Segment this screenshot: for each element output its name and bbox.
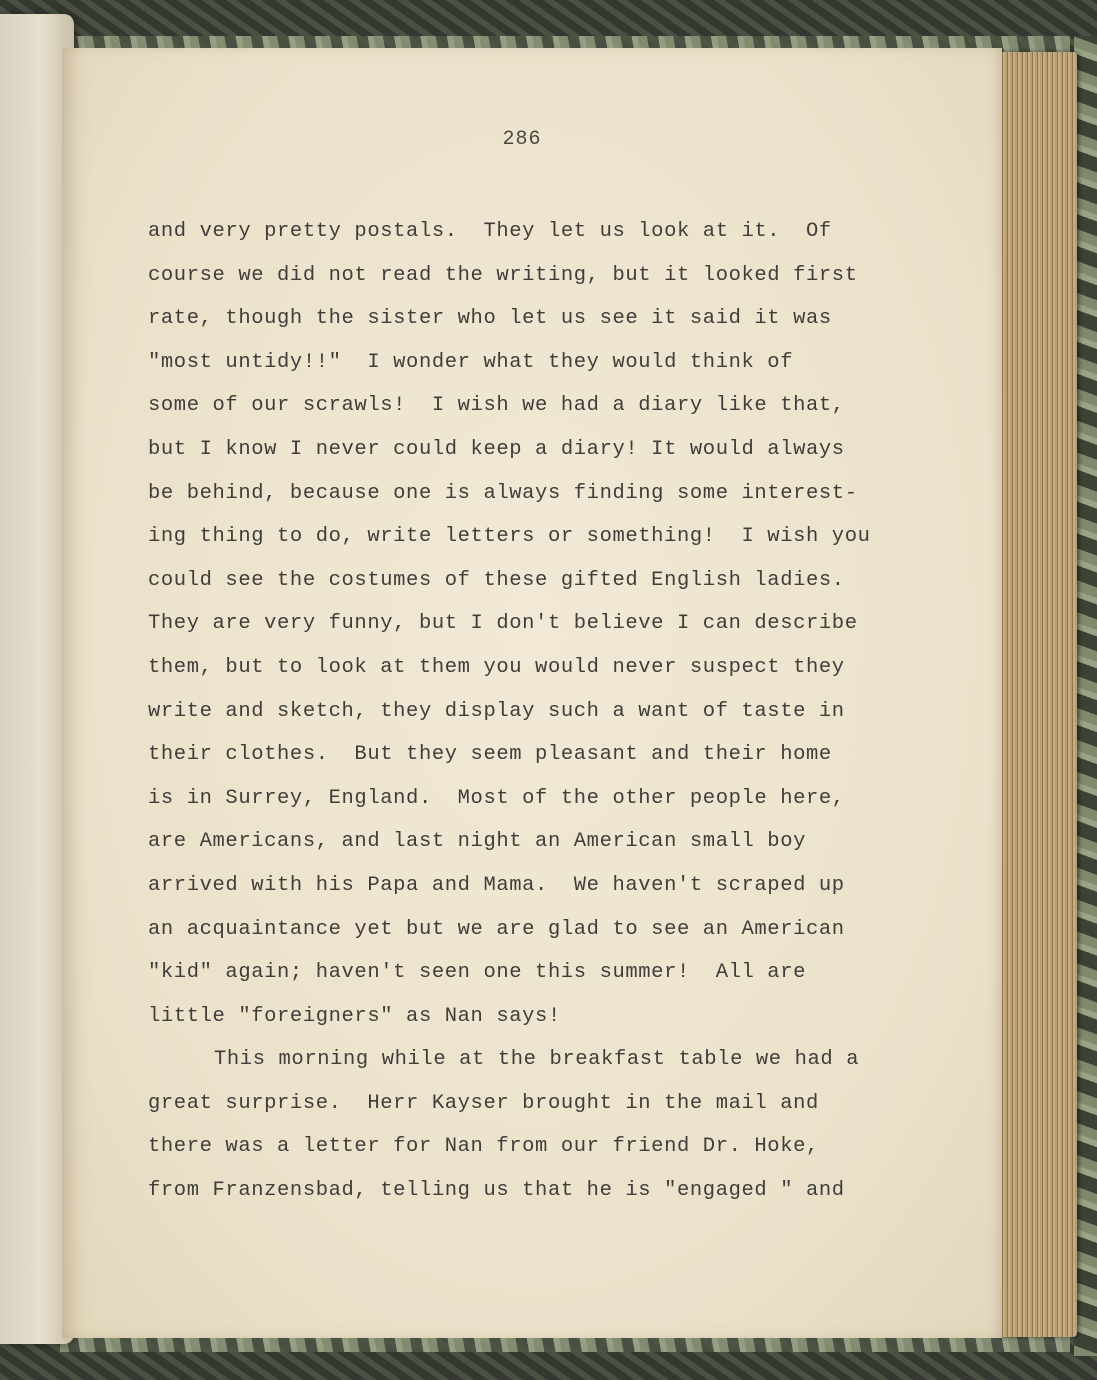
page-number: 286 <box>502 128 542 151</box>
text-line: They are very funny, but I don't believe I can describe <box>148 612 858 636</box>
text-line: their clothes. But they seem pleasant and their home <box>148 743 832 767</box>
text-line: ing thing to do, write letters or something! I wish you <box>148 525 871 549</box>
text-line: there was a letter for Nan from our friend Dr. Hoke, <box>148 1135 819 1159</box>
page-text <box>148 210 948 1213</box>
text-line: an acquaintance yet but we are glad to see an American <box>148 917 845 941</box>
text-line: them, but to look at them you would never suspect they <box>148 655 845 679</box>
text-line: but I know I never could keep a diary! It would always <box>148 437 845 461</box>
cover-marbled-right <box>1074 36 1097 1356</box>
page-edges <box>995 52 1077 1337</box>
book-page <box>62 48 1002 1338</box>
text-line: arrived with his Papa and Mama. We haven't scraped up <box>148 873 845 897</box>
text-line: be behind, because one is always finding some interest- <box>148 481 858 505</box>
text-line: could see the costumes of these gifted English ladies. <box>148 568 845 592</box>
text-line: some of our scrawls! I wish we had a diary like that, <box>148 394 845 418</box>
text-line: course we did not read the writing, but it looked first <box>148 263 858 287</box>
text-line: rate, though the sister who let us see it said it was <box>148 307 832 331</box>
text-line: great surprise. Herr Kayser brought in the mail and <box>148 1091 819 1115</box>
text-line: and very pretty postals. They let us look at it. Of <box>148 220 832 243</box>
text-line: is in Surrey, England. Most of the other people here, <box>148 786 845 810</box>
paragraph-start-line: This morning while at the breakfast table we had a <box>214 1048 860 1072</box>
text-line: "kid" again; haven't seen one this summer! All are <box>148 961 807 985</box>
text-line: are Americans, and last night an American small boy <box>148 830 807 854</box>
text-line: little "foreigners" as Nan says! <box>148 1004 561 1028</box>
text-line: "most untidy!!" I wonder what they would think of <box>148 350 794 374</box>
text-line: write and sketch, they display such a want of taste in <box>148 699 845 723</box>
text-line: from Franzensbad, telling us that he is "engaged " and <box>148 1179 845 1203</box>
